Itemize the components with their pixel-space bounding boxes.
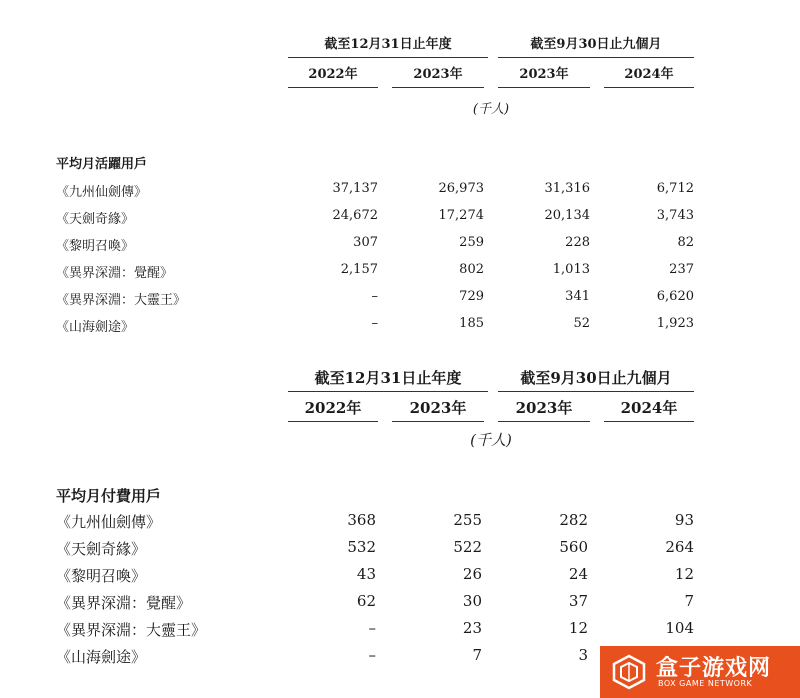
value-cell: 26 xyxy=(462,565,482,583)
section-title: 平均月付費用戶 xyxy=(56,487,162,505)
value-cell: 1,013 xyxy=(552,262,590,277)
value-cell: 37,137 xyxy=(332,181,378,196)
value-cell: 3,743 xyxy=(656,208,694,223)
unit-label: (千人) xyxy=(470,431,512,449)
group-header-fy: 截至12月31日止年度 xyxy=(288,368,488,392)
game-name: 《山海劍途》 xyxy=(56,320,135,335)
value-cell: 104 xyxy=(665,619,694,637)
value-cell: 237 xyxy=(669,262,694,277)
year-header: 2022年 xyxy=(288,66,378,88)
box-logo-icon xyxy=(612,654,646,690)
value-cell: 26,973 xyxy=(438,181,484,196)
section-title: 平均月活躍用戶 xyxy=(56,157,148,172)
year-header: 2024年 xyxy=(604,66,694,88)
value-cell: 30 xyxy=(462,592,482,610)
value-cell: 341 xyxy=(565,289,590,304)
value-cell: 307 xyxy=(353,235,378,250)
value-cell: 729 xyxy=(459,289,484,304)
value-cell: 255 xyxy=(453,511,482,529)
year-header: 2023年 xyxy=(392,66,484,88)
value-cell: – xyxy=(368,619,376,637)
value-cell: 368 xyxy=(347,511,376,529)
group-header-9m: 截至9月30日止九個月 xyxy=(498,36,694,58)
value-cell: 12 xyxy=(674,565,694,583)
value-cell: 31,316 xyxy=(544,181,590,196)
value-cell: 93 xyxy=(674,511,694,529)
game-name: 《天劍奇緣》 xyxy=(56,540,147,558)
game-name: 《天劍奇緣》 xyxy=(56,212,135,227)
value-cell: 43 xyxy=(356,565,376,583)
game-name: 《異界深淵：大靈王》 xyxy=(56,293,187,308)
value-cell: 52 xyxy=(573,316,590,331)
value-cell: 185 xyxy=(459,316,484,331)
value-cell: 802 xyxy=(459,262,484,277)
value-cell: 264 xyxy=(665,538,694,556)
value-cell: 82 xyxy=(677,235,694,250)
year-header: 2024年 xyxy=(604,398,694,422)
year-header: 2023年 xyxy=(392,398,484,422)
year-header: 2023年 xyxy=(498,66,590,88)
game-name: 《異界深淵：覺醒》 xyxy=(56,266,174,281)
year-header: 2022年 xyxy=(288,398,378,422)
value-cell: 560 xyxy=(559,538,588,556)
value-cell: 37 xyxy=(568,592,588,610)
year-header: 2023年 xyxy=(498,398,590,422)
value-cell: 62 xyxy=(356,592,376,610)
group-header-fy: 截至12月31日止年度 xyxy=(288,36,488,58)
value-cell: 7 xyxy=(472,646,482,664)
game-name: 《異界深淵：覺醒》 xyxy=(56,594,192,612)
game-name: 《異界深淵：大靈王》 xyxy=(56,621,207,639)
value-cell: 3 xyxy=(578,646,588,664)
value-cell: – xyxy=(368,646,376,664)
value-cell: 24,672 xyxy=(332,208,378,223)
value-cell: 17,274 xyxy=(438,208,484,223)
group-header-9m: 截至9月30日止九個月 xyxy=(498,368,694,392)
value-cell: 522 xyxy=(453,538,482,556)
watermark-tagline: BOX GAME NETWORK xyxy=(658,679,753,688)
game-name: 《山海劍途》 xyxy=(56,648,147,666)
game-name: 《黎明召喚》 xyxy=(56,567,147,585)
value-cell: 6,712 xyxy=(656,181,694,196)
value-cell: 6,620 xyxy=(656,289,694,304)
value-cell: 20,134 xyxy=(544,208,590,223)
value-cell: – xyxy=(371,289,378,304)
site-watermark[interactable] xyxy=(600,646,800,698)
value-cell: 24 xyxy=(568,565,588,583)
value-cell: 2,157 xyxy=(340,262,378,277)
game-name: 《九州仙劍傳》 xyxy=(56,513,162,531)
value-cell: 259 xyxy=(459,235,484,250)
value-cell: 282 xyxy=(559,511,588,529)
value-cell: 12 xyxy=(568,619,588,637)
value-cell: 23 xyxy=(462,619,482,637)
value-cell: 532 xyxy=(347,538,376,556)
game-name: 《黎明召喚》 xyxy=(56,239,135,254)
value-cell: 228 xyxy=(565,235,590,250)
value-cell: 1,923 xyxy=(656,316,694,331)
value-cell: 7 xyxy=(684,592,694,610)
value-cell: – xyxy=(371,316,378,331)
unit-label: (千人) xyxy=(472,102,510,117)
game-name: 《九州仙劍傳》 xyxy=(56,185,148,200)
watermark-name: 盒子游戏网 xyxy=(656,656,772,681)
